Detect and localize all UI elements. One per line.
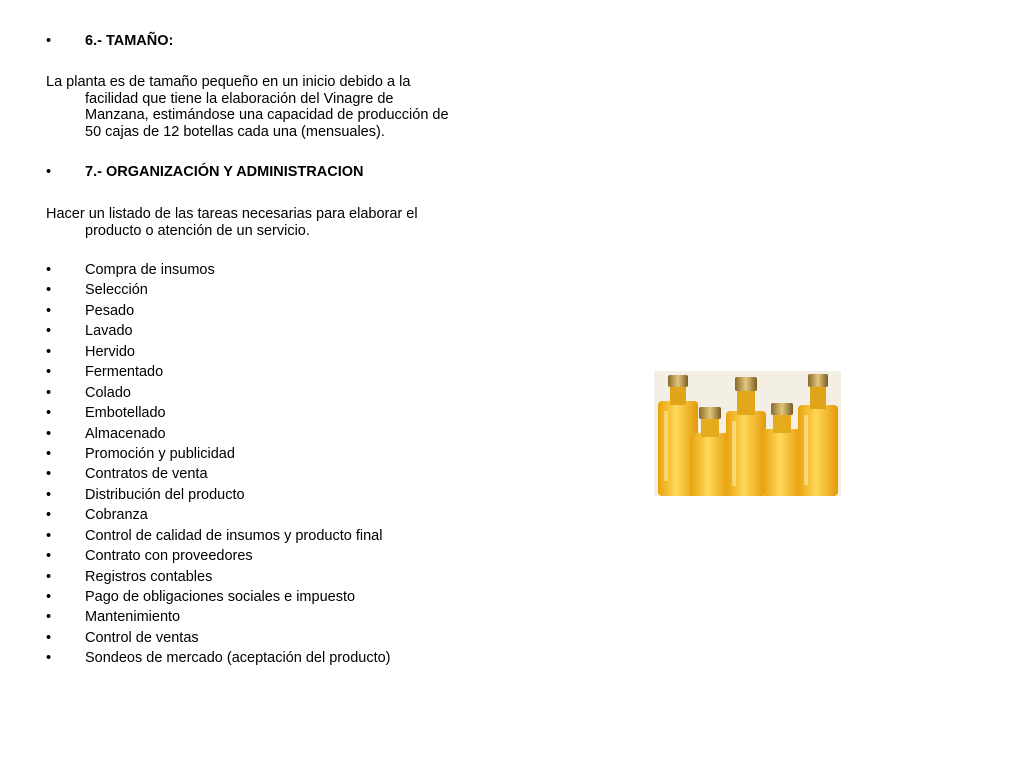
- section-7-paragraph-line-2: producto o atención de un servicio.: [85, 222, 310, 239]
- section-6-paragraph-line-4: 50 cajas de 12 botellas cada una (mensuales).: [85, 123, 385, 140]
- bullet-icon: •: [46, 548, 52, 565]
- bullet-icon: •: [46, 33, 52, 49]
- bullet-icon: •: [46, 384, 52, 401]
- task-label: Embotellado: [85, 405, 166, 422]
- vinegar-bottles-image: [654, 371, 841, 496]
- task-label: Lavado: [85, 323, 133, 340]
- task-label: Sondeos de mercado (aceptación del producto): [85, 650, 391, 667]
- bullet-icon: •: [46, 589, 52, 605]
- section-6-paragraph-line-2: facilidad que tiene la elaboración del Vinagre de: [85, 90, 394, 107]
- task-label: Distribución del producto: [85, 486, 245, 503]
- bullet-icon: •: [46, 302, 52, 319]
- bullet-icon: •: [46, 164, 52, 180]
- bullet-icon: •: [46, 343, 52, 360]
- bullet-icon: •: [46, 609, 52, 626]
- task-label: Contrato con proveedores: [85, 548, 253, 565]
- section-6-heading: 6.- TAMAÑO:: [85, 33, 174, 49]
- bullet-icon: •: [46, 405, 52, 422]
- section-7-heading: 7.- ORGANIZACIÓN Y ADMINISTRACION: [85, 164, 364, 180]
- task-label: Almacenado: [85, 425, 166, 442]
- section-6-paragraph: [46, 74, 486, 140]
- task-label: Compra de insumos: [85, 262, 215, 278]
- section-7-paragraph: [46, 206, 486, 239]
- bullet-icon: •: [46, 650, 52, 667]
- task-label: Pesado: [85, 302, 135, 319]
- task-label: Promoción y publicidad: [85, 445, 235, 462]
- task-label: Control de ventas: [85, 629, 199, 646]
- task-label: Control de calidad de insumos y producto final: [85, 527, 383, 544]
- task-label: Registros contables: [85, 568, 213, 585]
- task-label: Selección: [85, 282, 148, 299]
- task-label: Contratos de venta: [85, 466, 208, 483]
- bullet-icon: •: [46, 425, 52, 442]
- section-6-paragraph-line-3: Manzana, estimándose una capacidad de producción de: [85, 107, 449, 123]
- bullet-icon: •: [46, 445, 52, 462]
- bullet-icon: •: [46, 568, 52, 585]
- bullet-icon: •: [46, 262, 52, 278]
- section-7-paragraph-line-1: Hacer un listado de las tareas necesarias para elaborar el: [46, 206, 418, 222]
- bullet-icon: •: [46, 486, 52, 503]
- section-6-paragraph-line-1: La planta es de tamaño pequeño en un inicio debido a la: [46, 74, 411, 90]
- bullet-icon: •: [46, 323, 52, 340]
- bullet-icon: •: [46, 629, 52, 646]
- task-label: Colado: [85, 384, 131, 401]
- task-label: Mantenimiento: [85, 609, 181, 626]
- bullet-icon: •: [46, 466, 52, 483]
- bullet-icon: •: [46, 507, 52, 524]
- task-label: Pago de obligaciones sociales e impuesto: [85, 589, 356, 605]
- task-label: Cobranza: [85, 507, 148, 524]
- bullet-icon: •: [46, 364, 52, 381]
- task-label: Hervido: [85, 343, 135, 360]
- bullet-icon: •: [46, 527, 52, 544]
- bullet-icon: •: [46, 282, 52, 299]
- task-label: Fermentado: [85, 364, 164, 381]
